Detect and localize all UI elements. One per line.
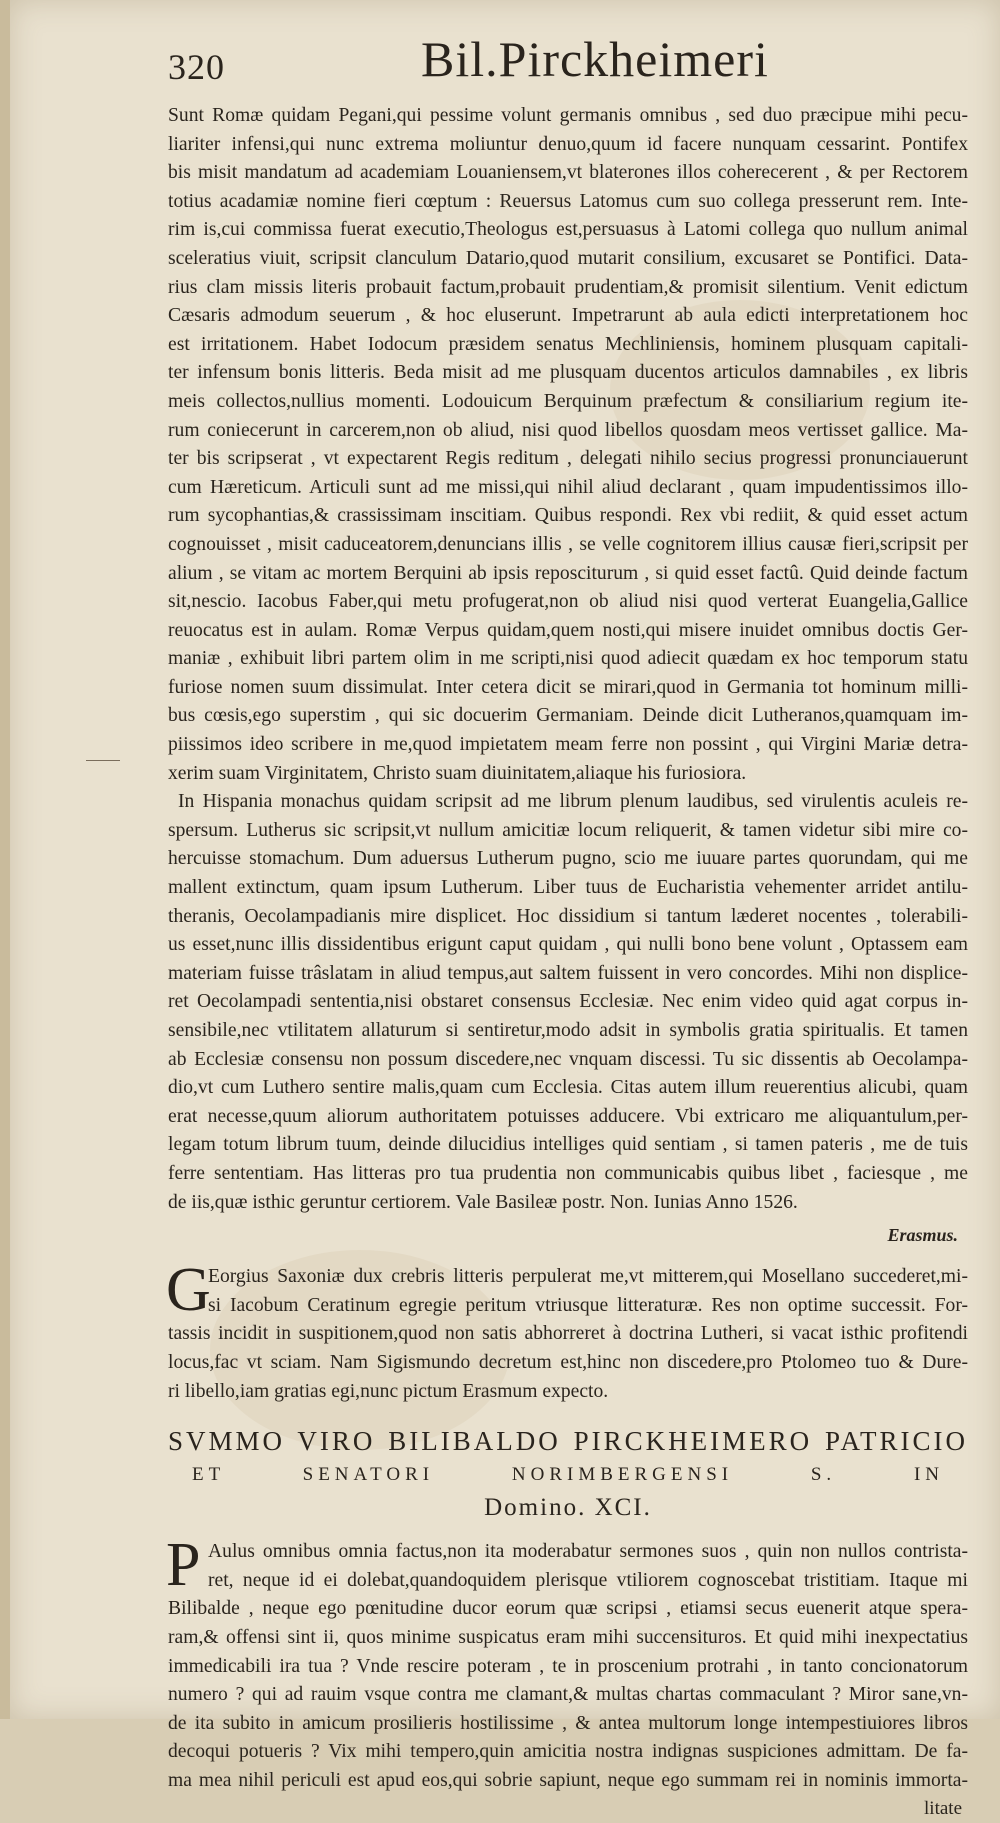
text-line: ram,& offensi sint ii, quos minime suspicatus eram mihi succensituros. Et quid mihi inexpectatius <box>168 1626 968 1648</box>
text-line: Sunt Romæ quidam Pegani,qui pessime volunt germanis omnibus , sed duo præcipue mihi pecu- <box>168 105 968 126</box>
text-line: Cæsaris admodum seuerum , & hoc eluserunt. Impetrarunt ab aula edicti interpretationem hoc <box>168 305 968 327</box>
text-line: legam totum librum tuum, deinde dilucidius intelliges quid sentiam , si tamen pateris , me de tuis <box>168 1134 968 1156</box>
text-line: rum sycophantias,& crassissimam inscitiam. Quibus respondi. Rex vbi rediit, & quid esset actum <box>168 505 968 527</box>
text-line: Eorgius Saxoniæ dux crebris litteris perpulerat me,vt mitterem,qui Mosellano succederet,mi- <box>208 1266 968 1288</box>
text-line: materiam fuisse trâslatam in aliud tempus,aut saltem fuissent in vero concordes. Mihi non displice- <box>168 962 968 984</box>
page-text <box>168 30 968 1823</box>
text-line: ret, neque id ei dolebat,quandoquidem plerisque vtiliorem cognoscebat tristitiam. Itaque mi <box>208 1569 968 1591</box>
text-line: ma mea nihil periculi est apud eos,qui sobrie sapiunt, neque ego summam rei in nominis immorta- <box>168 1769 968 1791</box>
drop-cap: G <box>166 1256 211 1325</box>
catchword: litate <box>924 1798 962 1820</box>
text-line: ferre sententiam. Has litteras pro tua prudentia non communicabis quibus libet , faciesque , me <box>168 1162 968 1184</box>
page-edge <box>0 0 10 1719</box>
text-line: cognouisset , misit caduceatorem,denuncians illis , se velle cognitorem illius causæ fieri,scripsit per <box>168 533 968 555</box>
text-line: Aulus omnibus omnia factus,non ita moderabatur sermones suos , quin non nullos contrista- <box>208 1541 968 1563</box>
signature: Erasmus. <box>887 1225 958 1246</box>
text-line: ab Ecclesiæ consensu non possum discedere,nec vnquam discessi. Tu sic dissentis ab Oecolampa- <box>168 1048 968 1070</box>
text-line: tassis incidit in suspitionem,quod non satis abhorreret à doctrina Lutheri, si vacat isthic profitendi <box>168 1323 968 1345</box>
text-line: dio,vt cum Luthero sentire malis,quam cum Ecclesia. Citas autem illum reuerentius alicubi, quam <box>168 1077 968 1099</box>
text-line: totius acadamiæ nomine fieri cœptum : Reuersus Latomus cum suo collega presserunt rem. Inte- <box>168 190 968 212</box>
text-line: rim is,cui commissa fuerat executio,Theologus est,persuasus à Latomi collega quo nullum animal <box>168 219 968 241</box>
text-line: meis collectos,nullius momenti. Lodouicum Berquinum præfectum & consiliarium regium ite- <box>168 390 968 412</box>
text-line: immedicabili ira tua ? Vnde rescire poteram , te in proscenium protrahi , in tanto concionatorum <box>168 1655 968 1677</box>
text-line: de ita subito in amicum prosilieris hostilissime , & antea multorum longe intempestiuiores libros <box>168 1712 968 1734</box>
text-line: si Iacobum Ceratinum egregie peritum vtriusque litteraturæ. Res non optime successit. For- <box>208 1294 968 1316</box>
text-line: rius clam missis literis probauit factum,probauit prudentiam,& promisit silentium. Venit edictum <box>168 276 968 298</box>
text-line: est irritationem. Habet Iodocum præsidem senatus Mechliniensis, hominem plusquam capitali- <box>168 333 968 355</box>
text-line: ter infensum bonis litteris. Beda misit ad me plusquam ducentos articulos damnabiles , ex libris <box>168 362 968 384</box>
text-line: In Hispania monachus quidam scripsit ad me librum plenum laudibus, sed virulentis aculeis re- <box>178 791 968 813</box>
text-line: ter bis scripserat , vt expectarent Regis reditum , delegati nihilo secius progressi pronunciauerunt <box>168 448 968 470</box>
text-line: bus cœsis,ego superstim , qui sic docuerim Germaniam. Deinde dicit Lutheranos,quamquam im- <box>168 705 968 727</box>
text-line: ri libello,iam gratias egi,nunc pictum Erasmum expecto. <box>168 1380 609 1402</box>
text-line: bis misit mandatum ad academiam Louaniensem,vt blaterones illos coherecerent , & per Rectorem <box>168 162 968 184</box>
text-line: us esset,nunc illis dissidentibus erigunt caput quidam , qui nulli bono bene volunt , Optassem eam <box>168 934 968 956</box>
text-line: maniæ , exhibuit libri partem olim in me scripti,nisi quod adiecit quædam ex hoc temporum statu <box>168 648 968 670</box>
letter-body <box>166 1256 968 1406</box>
text-line: sceleratius viuit, scripsit clanculum Datario,quod mutarit consilium, excusaret se Pontifici. Data- <box>168 247 968 269</box>
page-number: 320 <box>168 47 225 87</box>
text-line: numero ? qui ad rauim vsque contra me clamant,& multas chartas commaculant ? Miror sane,vn- <box>168 1684 968 1706</box>
text-line: mallent extinctum, quam ipsum Lutherum. Liber tuus de Eucharistia vehementer arridet antilu- <box>168 877 968 899</box>
text-line: ret Oecolampadi sententia,nisi obstaret consensus Ecclesiæ. Nec enim video quid agat corpus in- <box>168 991 968 1013</box>
text-line: liariter infensi,qui nunc extrema moliuntur denuo,quum id facere nunquam cessarint. Pontifex <box>168 133 968 155</box>
text-line: theranis, Oecolampadianis mire displicet. Hoc dissidium si tantum læderet nocentes , tolerabili- <box>168 905 968 927</box>
running-title: Bil.Pirckheimeri <box>421 31 769 87</box>
text-line: sit,nescio. Iacobus Faber,qui metu profugerat,non ob aliud nisi quod verterat Euangelia,Gallice <box>168 591 968 613</box>
text-line: decoqui potueris ? Vix mihi tempero,quin amicitia nostra indignas suspiciones admittam. De fa- <box>168 1741 968 1763</box>
text-line: sensibile,nec vtilitatem allaturum si sentiretur,modo adsit in symbolis gratia spiritualis. Et tamen <box>168 1020 968 1041</box>
text-line: piissimos ideo scribere in me,quod impietatem meam ferre non possint , qui Virgini Mariæ detra- <box>168 734 968 756</box>
letter-heading-line: Domino. XCI. <box>484 1494 652 1522</box>
text-line: Bilibalde , neque ego pœnitudine ducor eorum quæ scripsi , etiamsi secus euenerit atque spera- <box>168 1598 968 1620</box>
text-line: spersum. Lutherus sic scripsit,vt nullum amicitiæ locum reliquerit, & tamen videtur sibi mire co- <box>168 819 968 841</box>
text-line: furiose nomen suum dissimulat. Inter cetera dicit se mirari,quod in Germania tot hominum milli- <box>168 676 968 698</box>
text-line: de iis,quæ isthic geruntur certiorem. Vale Basileæ postr. Non. Iunias Anno 1526. <box>168 1191 798 1213</box>
text-line: locus,fac vt sciam. Nam Sigismundo decretum est,hinc non discedere,pro Ptolomeo tuo & Dure- <box>168 1351 968 1373</box>
letter-body <box>168 102 968 1217</box>
page-header <box>168 30 968 102</box>
text-line: erat necesse,quum aliorum authoritatem potuisses adducere. Vbi extricaro me aliquantulum,per- <box>168 1105 968 1127</box>
letter-heading <box>168 1422 968 1526</box>
text-line: hercuisse stomachum. Dum aduersus Lutherum pugno, scio me iuuare partes quorundam, qui me <box>168 848 968 870</box>
text-line: cum Hæreticum. Articuli sunt ad me missi,qui nihil aliud declarant , quam impudentissimos illo- <box>168 476 968 498</box>
letter-heading-line: ET SENATORI NORIMBERGENSI S. IN <box>192 1464 944 1486</box>
letter-body <box>166 1531 968 1795</box>
margin-mark <box>86 760 120 761</box>
text-line: reuocatus est in aulam. Romæ Verpus quidam,quem nosti,qui misere inuidet omnibus doctis Ger- <box>168 619 968 641</box>
drop-cap: P <box>166 1531 201 1600</box>
text-line: alium , se vitam ac mortem Berquini ab ipsis reposciturum , si quid esset factû. Quid deinde factum <box>168 562 968 584</box>
text-line: rum coniecerunt in carcerem,non ob aliud, nisi quod libellos quosdam meos vertisset gallice. Ma- <box>168 419 968 441</box>
letter-heading-line: SVMMO VIRO BILIBALDO PIRCKHEIMERO PATRICIO <box>168 1426 968 1457</box>
text-line: xerim suam Virginitatem, Christo suam diuinitatem,aliaque his furiosiora. <box>168 762 747 784</box>
